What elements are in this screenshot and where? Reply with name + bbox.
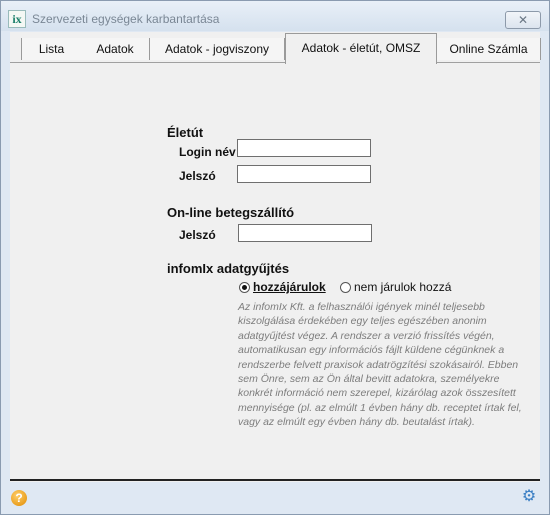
betegszallito-section-title: On-line betegszállító [167,205,295,220]
consent-no-radio[interactable] [340,282,351,293]
tab-online-szamla[interactable]: Online Számla [437,38,541,60]
window-title: Szervezeti egységek karbantartása [32,12,220,26]
login-name-label: Login név [179,145,236,159]
tab-lista[interactable]: Lista [21,38,82,60]
betegszallito-password-input[interactable] [238,224,372,242]
consent-no-label[interactable]: nem járulok hozzá [354,280,452,294]
ix-logo-icon: ix [8,10,26,28]
consent-yes-label[interactable]: hozzájárulok [253,280,326,294]
close-button[interactable]: ✕ [505,11,541,29]
eletut-password-input[interactable] [237,165,371,183]
tab-adatok-eletut-omsz[interactable]: Adatok - életút, OMSZ [285,33,437,64]
login-name-input[interactable] [237,139,371,157]
client-area [10,32,540,482]
adatgyujtes-section-title: infomIx adatgyűjtés [167,261,290,276]
eletut-password-label: Jelszó [179,169,216,183]
tab-adatok[interactable]: Adatok [81,38,150,60]
title-bar [1,1,549,31]
consent-yes-radio[interactable] [239,282,250,293]
settings-icon[interactable]: ⚙ [521,488,537,505]
consent-description: Az infomIx Kft. a felhasználói igények minél teljesebb kiszolgálása érdekében egy teljes egészében anonim adatgyűjtést végez. A rendszer a verzió frissítés végén, automatikusan egy információs fájlt küldene cégünknek a rendszerbe felvett praxisok adatrögzítési szokásairól. Ebben sem Önre, sem az Ön által bevitt adatokra, személyekre konkrét információ nem szerepel, kizárólag azok összesített mennyisége (pl. az elmúlt 1 évben hány db. receptet írtak fel, vagy az elmúlt egy évben hány db. beutalást írtak). [238,301,522,429]
betegszallito-password-label: Jelszó [179,228,216,242]
eletut-section-title: Életút [167,125,204,140]
tab-strip [10,32,540,63]
footer-divider [10,479,540,481]
help-icon[interactable]: ? [11,490,27,506]
tab-adatok-jogviszony[interactable]: Adatok - jogviszony [150,38,285,60]
